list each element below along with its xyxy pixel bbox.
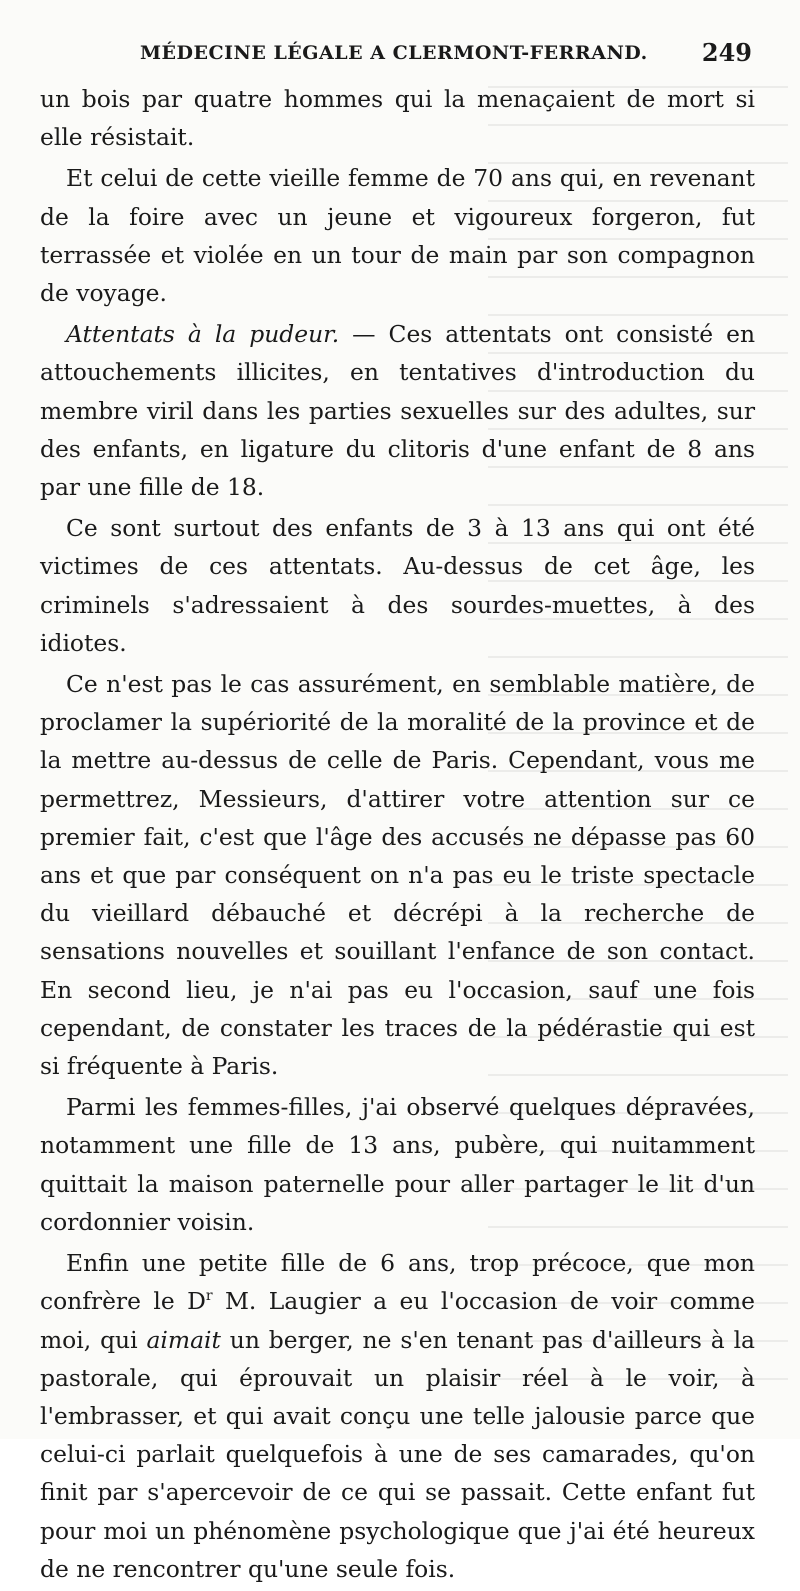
paragraph-7-part-c: un berger, ne s'en tenant pas d'ailleurs à la pastorale, qui éprouvait un plaisir réel à le voir, à l'embrasser, et qui avait conçu une telle jalousie parce que celui-ci parlait quelquefois à une de ses camarades, qu'on finit par s'apercevoir de ce qui se passait. Cette enfant fut pour moi un phénomène psychologique que j'ai été heureux de ne rencontrer qu'une seule fois. [40, 1325, 755, 1583]
paragraph-1: un bois par quatre hommes qui la menaçaient de mort si elle résistait. [40, 85, 755, 152]
paragraph-4: Ce sont surtout des enfants de 3 à 13 ans qui ont été victimes de ces attentats. Au-dessus de cet âge, les criminels s'adressaient à des sourdes-muettes, à des idiotes. [40, 514, 755, 657]
page-number: 249 [701, 38, 752, 67]
paragraph-2: Et celui de cette vieille femme de 70 ans qui, en revenant de la foire avec un jeune et vigoureux forgeron, fut terrassée et violée en un tour de main par son compagnon de voyage. [40, 164, 755, 308]
body-text [40, 80, 755, 1591]
italic-aimait: aimait [146, 1325, 221, 1354]
section-heading: Attentats à la pudeur. [66, 320, 340, 349]
paragraph-3-text: — Ces attentats ont consisté en attouchements illicites, en tentatives d'introduction du membre viril dans les parties sexuelles sur des adultes, sur des enfants, en ligature du clitoris d'une enfant de 8 ans par une fille de 18. [40, 320, 756, 502]
paragraph-7-part-a: Enfin une petite fille de 6 ans, trop précoce, que mon confrère le D [40, 1249, 755, 1316]
paragraph-6: Parmi les femmes-filles, j'ai observé quelques dépravées, notamment une fille de 13 ans, pubère, qui nuitamment quittait la maison paternelle pour aller partager le lit d'un cordonnier voisin. [40, 1093, 755, 1236]
paragraph-3 [40, 315, 755, 506]
paragraph-7 [40, 1244, 755, 1588]
page-header [40, 38, 760, 74]
running-title: MÉDECINE LÉGALE A CLERMONT-FERRAND. [140, 42, 648, 64]
superscript-r: r [205, 1288, 213, 1305]
paragraph-7-part-b: M. Laugier a eu l'occasion de voir comme moi, qui [40, 1287, 755, 1354]
paragraph-5: Ce n'est pas le cas assurément, en semblable matière, de proclamer la supériorité de la moralité de la province et de la mettre au-dessus de celle de Paris. Cependant, vous me permettrez, Messieurs, d'attirer votre attention sur ce premier fait, c'est que l'âge des accusés ne dépasse pas 60 ans et que par conséquent on n'a pas eu le triste spectacle du vieillard débauché et décrépi à la recherche de sensations nouvelles et souillant l'enfance de son contact. En second lieu, je n'ai pas eu l'occasion, sauf une fois cependant, de constater les traces de la pédérastie qui est si fréquente à Paris. [40, 670, 755, 1081]
